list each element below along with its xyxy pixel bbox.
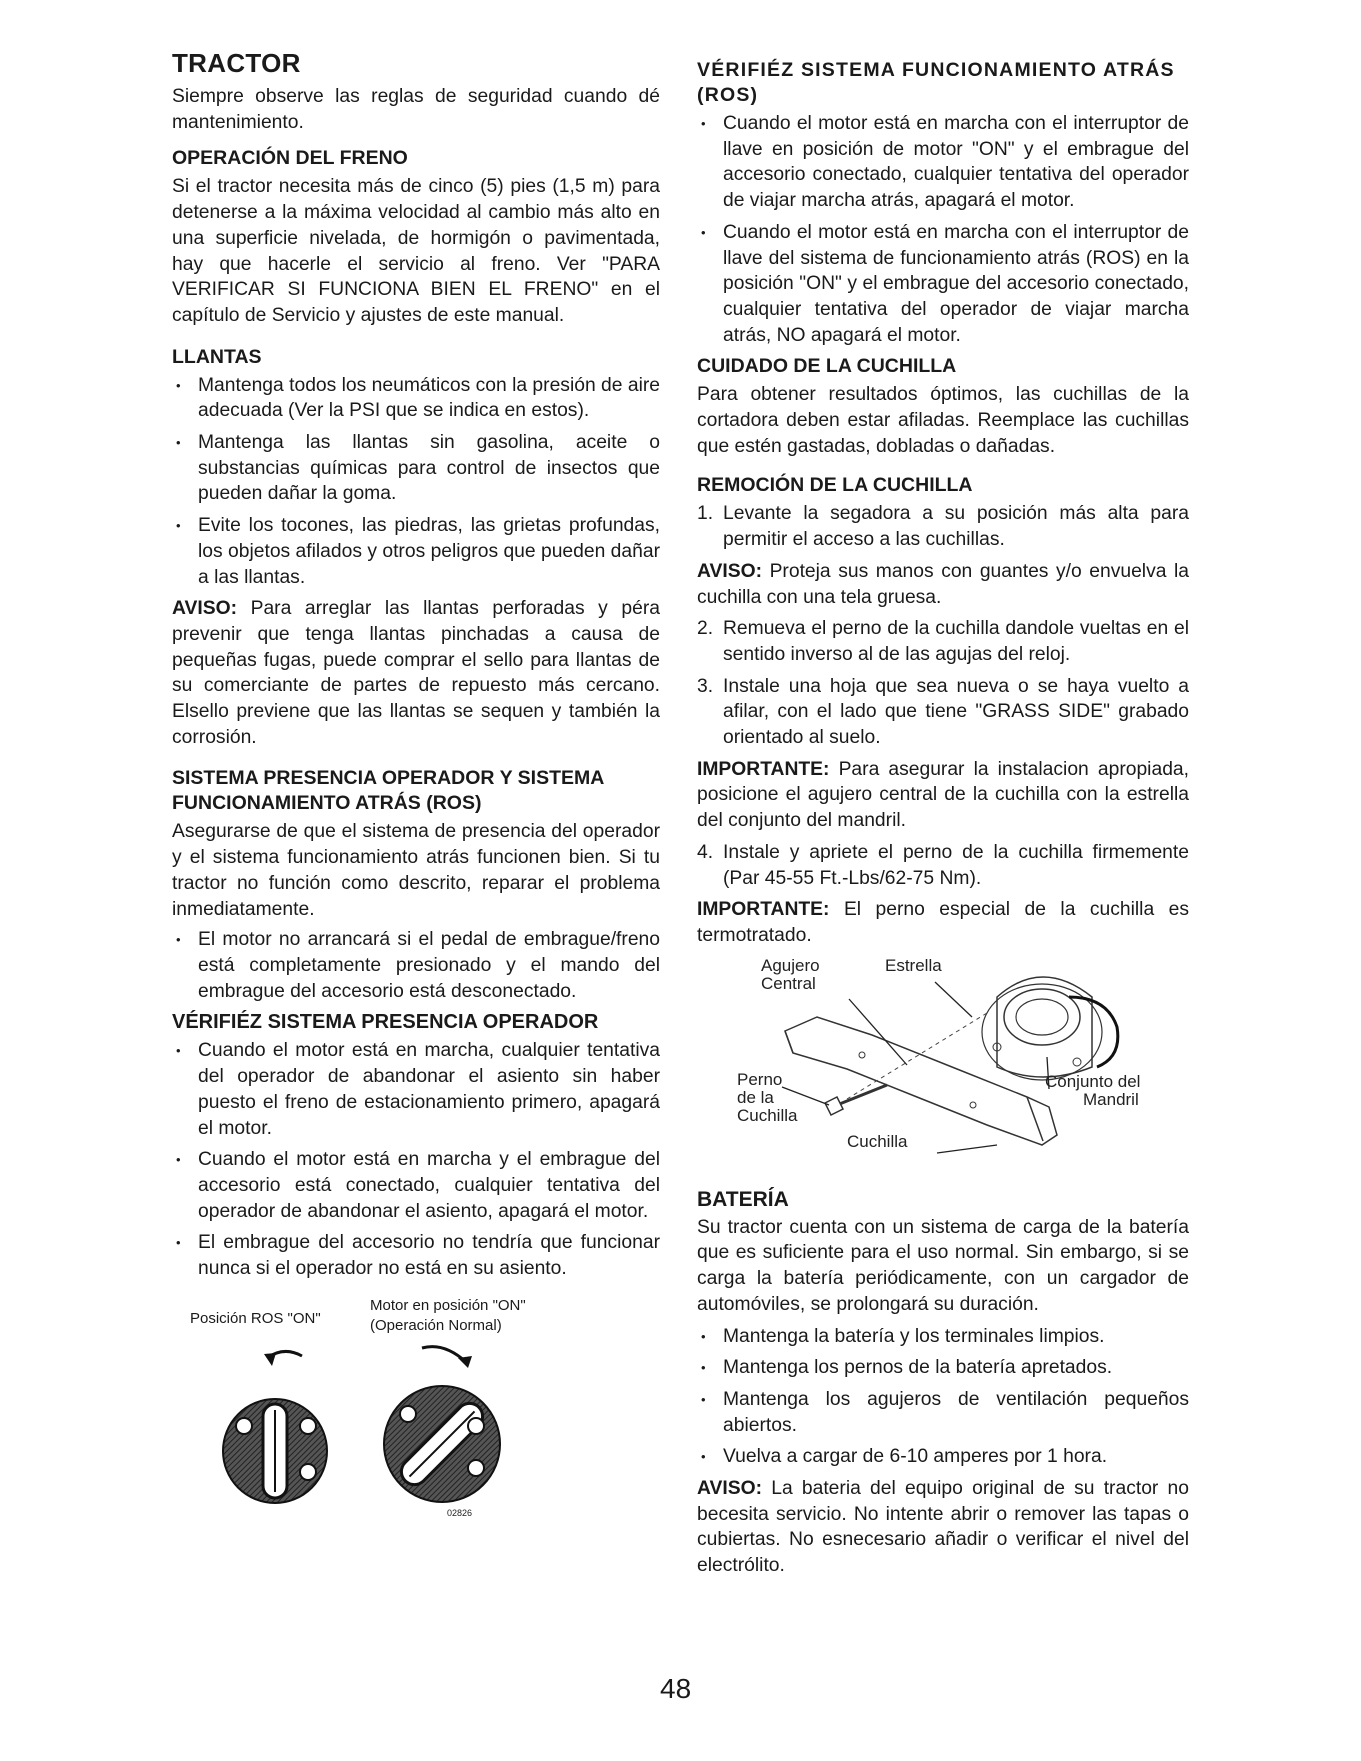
heading-tires: LLANTAS bbox=[172, 345, 262, 368]
blade-diagram bbox=[697, 957, 1189, 1197]
step-4: 4. Instale y apriete el perno de la cuchilla firmemente (Par 45-55 Ft.-Lbs/62-75 Nm). bbox=[697, 841, 1189, 889]
ignition-switch-drawings bbox=[172, 1296, 660, 1526]
blade-care-text: Para obtener resultados óptimos, las cuchillas de la cortadora deben estar afiladas. Reemplace las cuchillas que estén gastadas, dobladas o dañadas. bbox=[697, 384, 1189, 457]
figure-code: 02826 bbox=[447, 1507, 473, 1518]
heading-ros-system: SISTEMA PRESENCIA OPERADOR Y SISTEMA FUNCIONAMIENTO ATRÁS (ROS) bbox=[172, 767, 604, 815]
important-label: IMPORTANTE: bbox=[697, 899, 830, 921]
figure-label-ros: Posición ROS "ON" bbox=[190, 1309, 321, 1327]
notice-text: Para arreglar las llantas perforadas y péra prevenir que tenga llantas pinchadas a causa de pequeñas fugas, puede comprar el sello para llantas de su comerciante de partes de repuesto más cercano. Elsello previene que las llantas se sequen y también la corrosión. bbox=[172, 598, 660, 748]
ros-on-switch-icon bbox=[223, 1351, 327, 1503]
important-text: Para asegurar la instalacion apropiada, posicione el agujero central de la cuchilla con la estrella del conjunto del mandril. bbox=[697, 758, 1189, 832]
brake-text: Si el tractor necesita más de cinco (5) pies (1,5 m) para detenerse a la máxima velocidad al cambio más alto en una superficie nivelada, de hormigón o pavimentada, hay que hacerle el servicio al freno. Ver "PARA VERIFICAR SI FUNCIONA BIEN EL FRENO" en el capítulo de Servicio y ajustes de este manual. bbox=[172, 176, 660, 326]
important-notice-2 bbox=[697, 897, 1189, 948]
left-column bbox=[172, 48, 660, 1526]
label-estrella: Estrella bbox=[885, 956, 942, 975]
battery-list bbox=[697, 1324, 1189, 1471]
notice-text: Proteja sus manos con guantes y/o envuelva la cuchilla con una tela gruesa. bbox=[697, 560, 1190, 608]
section-title-tractor: TRACTOR bbox=[172, 48, 301, 78]
spindle-assembly-icon bbox=[982, 977, 1118, 1080]
list-item: • El motor no arrancará si el pedal de embrague/freno está completamente presionado y el mando del embrague del accesorio está desconectado. bbox=[172, 927, 660, 1004]
blade-steps-2 bbox=[697, 616, 1189, 751]
tires-notice bbox=[172, 596, 660, 750]
tires-list bbox=[172, 373, 660, 591]
blade-bolt-icon bbox=[825, 1085, 887, 1115]
page-number: 48 bbox=[660, 1673, 692, 1704]
motor-on-switch-icon bbox=[384, 1346, 500, 1501]
list-item: • Evite los tocones, las piedras, las grietas profundas, los objetos afilados y otros peligros que pueden dañar a las llantas. bbox=[172, 513, 660, 590]
list-item: • Cuando el motor está en marcha con el interruptor de llave del sistema de funcionamiento atrás (ROS) en la posición "ON" y el embrague del accesorio conectado, cualquier tentativa del operador de viajar marcha atrás, NO apagará el motor. bbox=[697, 220, 1189, 349]
label-agujero: Agujero bbox=[761, 956, 820, 975]
blade-steps-3 bbox=[697, 840, 1189, 891]
intro-text: Siempre observe las reglas de seguridad cuando dé mantenimiento. bbox=[172, 86, 660, 133]
right-column bbox=[697, 58, 1189, 1579]
ros-list bbox=[172, 927, 660, 1004]
list-item: • Cuando el motor está en marcha y el embrague del accesorio está conectado, cualquier tentativa del operador de abandonar el asiento, apagará el motor. bbox=[172, 1147, 660, 1224]
list-item: • Mantenga la batería y los terminales limpios. bbox=[697, 1324, 1189, 1350]
notice-label: AVISO: bbox=[172, 598, 237, 620]
label-mandril: Mandril bbox=[1083, 1089, 1139, 1109]
heading-battery: BATERÍA bbox=[697, 1187, 789, 1211]
label-de-la: de la bbox=[737, 1087, 774, 1107]
list-item: • Cuando el motor está en marcha, cualquier tentativa del operador de abandonar el asiento sin haber puesto el freno de estacionamiento primero, apagará el motor. bbox=[172, 1038, 660, 1141]
figure-label-motor: Motor en posición "ON" (Operación Normal) bbox=[370, 1296, 526, 1334]
list-item: • El embrague del accesorio no tendría que funcionar nunca si el operador no está en su asiento. bbox=[172, 1230, 660, 1281]
list-item: • Mantenga los pernos de la batería apretados. bbox=[697, 1355, 1189, 1381]
battery-notice bbox=[697, 1476, 1189, 1579]
heading-ros-check: VÉRIFIÉZ SISTEMA FUNCIONAMIENTO ATRÁS (ROS) bbox=[697, 59, 1175, 106]
step-1: 1. Levante la segadora a su posición más alta para permitir el acceso a las cuchillas. bbox=[697, 503, 1189, 551]
list-item: • Mantenga las llantas sin gasolina, aceite o substancias químicas para control de insectos que pueden dañar la goma. bbox=[172, 430, 660, 507]
important-label: IMPORTANTE: bbox=[697, 758, 830, 780]
list-item: • Mantenga todos los neumáticos con la presión de aire adecuada (Ver la PSI que se indica en estos). bbox=[172, 373, 660, 424]
blade-notice bbox=[697, 559, 1189, 610]
heading-blade-removal: REMOCIÓN DE LA CUCHILLA bbox=[697, 474, 973, 497]
list-item: • Vuelva a cargar de 6-10 amperes por 1 hora. bbox=[697, 1444, 1189, 1470]
label-conjunto: Conjunto del bbox=[1045, 1071, 1141, 1091]
step-2: 2. Remueva el perno de la cuchilla dandole vueltas en el sentido inverso al de las agujas del reloj. bbox=[697, 618, 1189, 665]
battery-text: Su tractor cuenta con un sistema de carga de la batería que es suficiente para el uso normal. Sin embargo, si se carga la batería periódicamente, con un cargador de automóviles, se prolongará su duración. bbox=[697, 1216, 1189, 1315]
ros-text: Asegurarse de que el sistema de presencia del operador y el sistema funcionamiento atrás funcionen bien. Si tu tractor no función como descrito, reparar el problema inmediatamente. bbox=[172, 821, 660, 920]
notice-label: AVISO: bbox=[697, 560, 762, 582]
label-cuchilla: Cuchilla bbox=[847, 1131, 908, 1151]
notice-label: AVISO: bbox=[697, 1478, 762, 1500]
presence-list bbox=[172, 1038, 660, 1281]
important-text: El perno especial de la cuchilla es termotratado. bbox=[697, 899, 1190, 946]
list-item: • Mantenga los agujeros de ventilación pequeños abiertos. bbox=[697, 1387, 1189, 1438]
heading-presence-check: VÉRIFIÉZ SISTEMA PRESENCIA OPERADOR bbox=[172, 1011, 599, 1034]
ros-check-list bbox=[697, 111, 1189, 348]
blade-diagram-drawing bbox=[697, 957, 1189, 1197]
heading-brake: OPERACIÓN DEL FRENO bbox=[172, 147, 408, 170]
list-item: • Cuando el motor está en marcha con el interruptor de llave en posición de motor "ON" y el embrague del accesorio conectado, cualquier tentativa del operador de viajar marcha atrás, apagará el motor. bbox=[697, 111, 1189, 214]
ignition-switch-figure bbox=[172, 1296, 660, 1526]
label-perno: Perno bbox=[737, 1069, 783, 1089]
step-3: 3. Instale una hoja que sea nueva o se haya vuelto a afilar, con el lado que tiene "GRASS SIDE" grabado orientado al suelo. bbox=[697, 675, 1189, 749]
notice-text: La bateria del equipo original de su tractor no becesita servicio. No intente abrir o remover las tapas o cubiertas. No esnecesario añadir o verificar el nivel del electrólito. bbox=[697, 1478, 1190, 1577]
important-notice-1 bbox=[697, 757, 1189, 834]
label-central: Central bbox=[761, 973, 816, 993]
blade-steps bbox=[697, 501, 1189, 552]
heading-blade-care: CUIDADO DE LA CUCHILLA bbox=[697, 355, 957, 378]
label-cuchilla-perno: Cuchilla bbox=[737, 1105, 798, 1125]
